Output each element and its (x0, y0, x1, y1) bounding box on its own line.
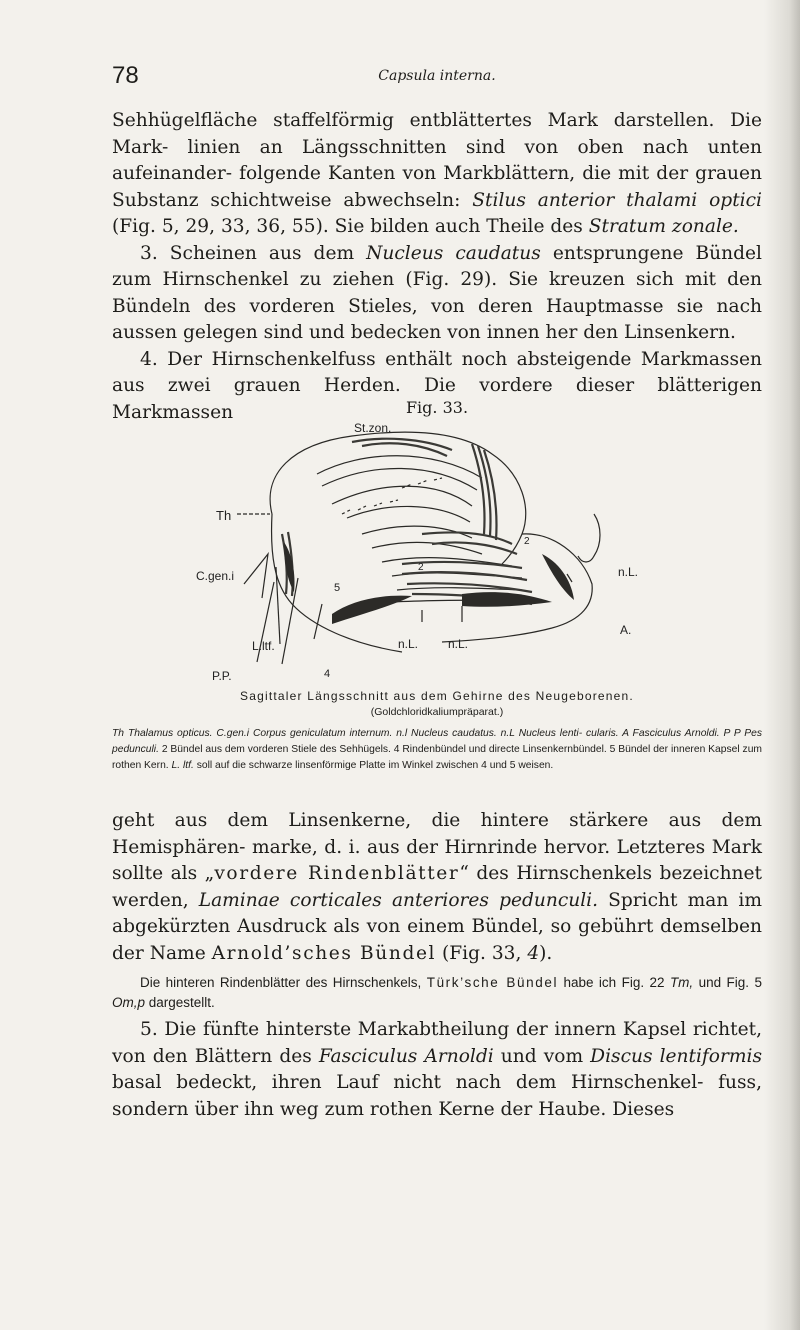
text-run: (Fig. 5, 29, 33, 36, 55). Sie bilden auch Theile des (112, 216, 589, 237)
figure-sagittal-section (196, 414, 702, 683)
italic-text-run: Stilus anterior thalami optici (472, 189, 762, 211)
italic-text-run: Discus lentiformis (590, 1045, 763, 1067)
paragraph (112, 808, 762, 967)
italic-text-run: Fasciculus Arnoldi (318, 1045, 494, 1067)
text-run: (Fig. 33, (436, 942, 528, 964)
figure-caption-subtitle: (Goldchloridkaliumpräparat.) (370, 706, 504, 718)
label-a: A. (620, 623, 632, 637)
text-run: habe ich Fig. 22 (558, 975, 670, 990)
label-p-p: P.P. (212, 669, 232, 683)
figure-title: Fig. 33. (405, 398, 469, 417)
running-head: Capsula interna. (378, 68, 496, 84)
label-n-l-right: n.L. (618, 565, 639, 579)
text-run: Sehhügelfläche staffelförmig entblättertes Mark darstellen. Die Mark- linien an Längsschnitten sind von oben nach unten aufeinander- folgende Kanten von Markblättern, die mit der grauen Substanz schichtweise abwechseln: (112, 110, 762, 211)
label-l-ltf: L.ltf. (252, 639, 275, 653)
label-4: 4 (324, 668, 331, 680)
text-run: und Fig. 5 (693, 975, 762, 990)
italic-text-run: Laminae corticales anteriores pedunculi. (198, 889, 599, 911)
text-run: Die hinteren Rindenblätter des Hirnschenkels, (140, 975, 427, 990)
label-2-mid: 2 (418, 562, 424, 573)
spaced-text-run: vordere Rindenblätter (214, 863, 460, 884)
label-n-l-bottom-1: n.L. (398, 637, 419, 651)
footnote-paragraph (112, 973, 762, 1013)
text-run: ). (539, 942, 553, 964)
italic-text-run: Thalamus opticus. C.gen.i Corpus geniculatum internum. n.l Nucleus caudatus. n.L Nucleus lenti- cularis. A Fasciculus Arnoldi. P P Pes pedunculi. (112, 728, 762, 755)
italic-text-run: Om,p (112, 995, 146, 1010)
label-5: 5 (334, 582, 341, 594)
figure-caption-title: Sagittaler Längsschnitt aus dem Gehirne des Neugeborenen. (240, 689, 634, 703)
label-c-gen-i: C.gen.i (196, 569, 235, 583)
label-n-l-bottom-2: n.L. (448, 637, 469, 651)
italic-text-run: Tm, (669, 975, 694, 990)
page-edge-shadow (764, 0, 800, 1330)
spaced-text-run: Türk’sche Bündel (426, 975, 559, 990)
label-th: Th (216, 508, 232, 523)
italic-text-run: L. ltf. (171, 760, 194, 771)
text-block-bottom (112, 808, 762, 1123)
page-header (112, 62, 762, 92)
paragraph (112, 241, 762, 347)
text-run: 4. Der Hirnschenkelfuss enthält noch absteigende Markmassen aus zwei grauen Herden. Die vordere dieser blätterigen Markmassen (112, 348, 762, 423)
text-run: 2 Bündel aus dem vorderen Stiele des Sehhügels. 4 Rindenbündel und directe Linsenkernbündel. 5 Bündel der inneren Kapsel zum rothen Kern. (112, 744, 762, 771)
italic-text-run: Th (112, 728, 125, 739)
text-run: Spricht man im abgekürzten Ausdruck als von einem Bündel, so gebührt demselben der Name (112, 889, 762, 964)
text-run: dargestellt. (145, 995, 215, 1010)
text-run: 5. Die fünfte hinterste Markabtheilung der innern Kapsel richtet, von den Blättern des (112, 1019, 762, 1067)
label-st-zon: St.zon. (354, 421, 392, 435)
text-run: 3. Scheinen aus dem (140, 242, 367, 264)
spaced-text-run: Arnold’sches Bündel (211, 942, 437, 964)
text-run: entsprungene Bündel zum Hirnschenkel zu ziehen (Fig. 29). Sie kreuzen sich mit den Bündeln des vorderen Stieles, von deren Hauptmasse sie nach aussen gelegen sind und bedecken von innen her den Linsenkern. (112, 242, 762, 343)
italic-text-run: Nucleus caudatus (366, 242, 541, 264)
paragraph (112, 108, 762, 241)
text-run: “ des Hirnschenkels bezeichnet werden, (112, 863, 762, 911)
text-run: geht aus dem Linsenkerne, die hintere stärkere aus dem Hemisphären- marke, d. i. aus der Hirnrinde hervor. Letzteres Mark sollte als „ (112, 810, 762, 884)
text-block-top (112, 108, 762, 426)
text-run: soll auf die schwarze linsenförmige Platte im Winkel zwischen 4 und 5 weisen. (193, 760, 554, 771)
page-number: 78 (112, 62, 139, 89)
label-2-top: 2 (524, 536, 530, 547)
italic-text-run: Stratum zonale. (588, 216, 739, 237)
text-run: basal bedeckt, ihren Lauf nicht nach dem Hirnschenkel- fuss, sondern über ihn weg zum rothen Kerne der Haube. Dieses (112, 1072, 762, 1120)
paragraph (112, 1017, 762, 1123)
text-run: und vom (493, 1045, 591, 1067)
italic-text-run: 4 (527, 942, 540, 964)
figure-legend (112, 726, 762, 774)
